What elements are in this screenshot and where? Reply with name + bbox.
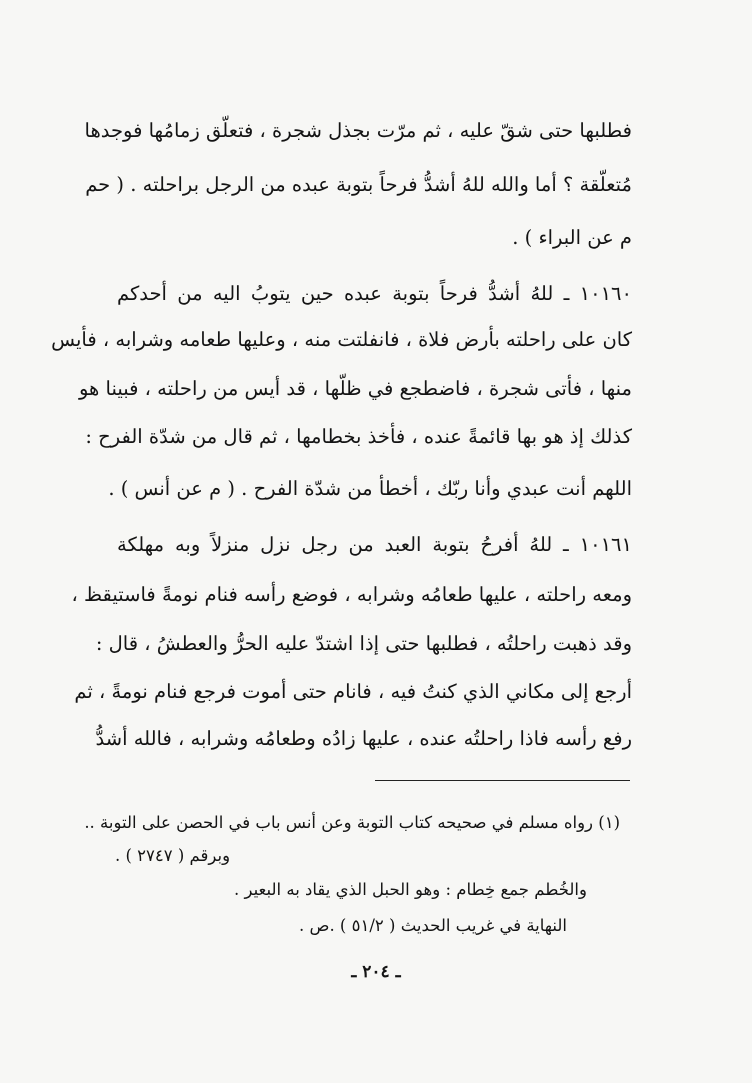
text-line: كان على راحلته بأرض فلاة ، فانفلتت منه ، وعليها طعامه وشرابه ، فأيس xyxy=(51,328,632,351)
footnote-1: (١) رواه مسلم في صحيحه كتاب التوبة وعن أنس باب في الحصن على التوبة .. xyxy=(84,813,620,832)
text-line: فطلبها حتى شقّ عليه ، ثم مرّت بجذل شجرة ، فتعلّق زمامُها فوجدها xyxy=(84,119,632,142)
text-line: مُتعلّقة ؟ أما والله للهُ أشدُّ فرحاً بتوبة عبده من الرجل براحلته . ( حم xyxy=(85,173,632,196)
text-line: م عن البراء ) . xyxy=(512,226,632,249)
text-line: وقد ذهبت راحلتُه ، فطلبها حتى إذا اشتدّ عليه الحرُّ والعطشُ ، قال : xyxy=(95,632,632,655)
footnote-line: وبرقم ( ٢٧٤٧ ) . xyxy=(115,846,231,865)
text-line: اللهم أنت عبدي وأنا ربّك ، أخطأ من شدّة الفرح . ( م عن أنس ) . xyxy=(108,477,632,500)
hadith-10161-line: ١٠١٦١ ـ للهُ أفرحُ بتوبة العبد من رجل نزل منزلاً وبه مهلكة xyxy=(117,533,632,556)
footnote-line: والخُطم جمع خِطام : وهو الحبل الذي يقاد به البعير . xyxy=(233,880,587,899)
footnote-separator xyxy=(375,780,630,781)
text-line: منها ، فأتى شجرة ، فاضطجع في ظلّها ، قد أيس من راحلته ، فبينا هو xyxy=(78,377,632,400)
text-line: ومعه راحلته ، عليها طعامُه وشرابه ، فوضع رأسه فنام نومةً فاستيقظ ، xyxy=(71,583,632,606)
text-line: رفع رأسه فاذا راحلتُه عنده ، عليها زادُه وطعامُه وشرابه ، فالله أشدُّ xyxy=(95,727,632,750)
page-number: ـ ٢٠٤ ـ xyxy=(351,962,401,982)
hadith-10160-line: ١٠١٦٠ ـ للهُ أشدُّ فرحاً بتوبة عبده حين يتوبُ اليه من أحدكم xyxy=(117,282,632,305)
text-line: كذلك إذ هو بها قائمةً عنده ، فأخذ بخطامها ، ثم قال من شدّة الفرح : xyxy=(85,425,632,448)
footnote-line: النهاية في غريب الحديث ( ٥١/٢ ) .ص . xyxy=(299,916,567,935)
text-line: أرجع إلى مكاني الذي كنتُ فيه ، فانام حتى أموت فرجع فنام نومةً ، ثم xyxy=(74,680,632,703)
